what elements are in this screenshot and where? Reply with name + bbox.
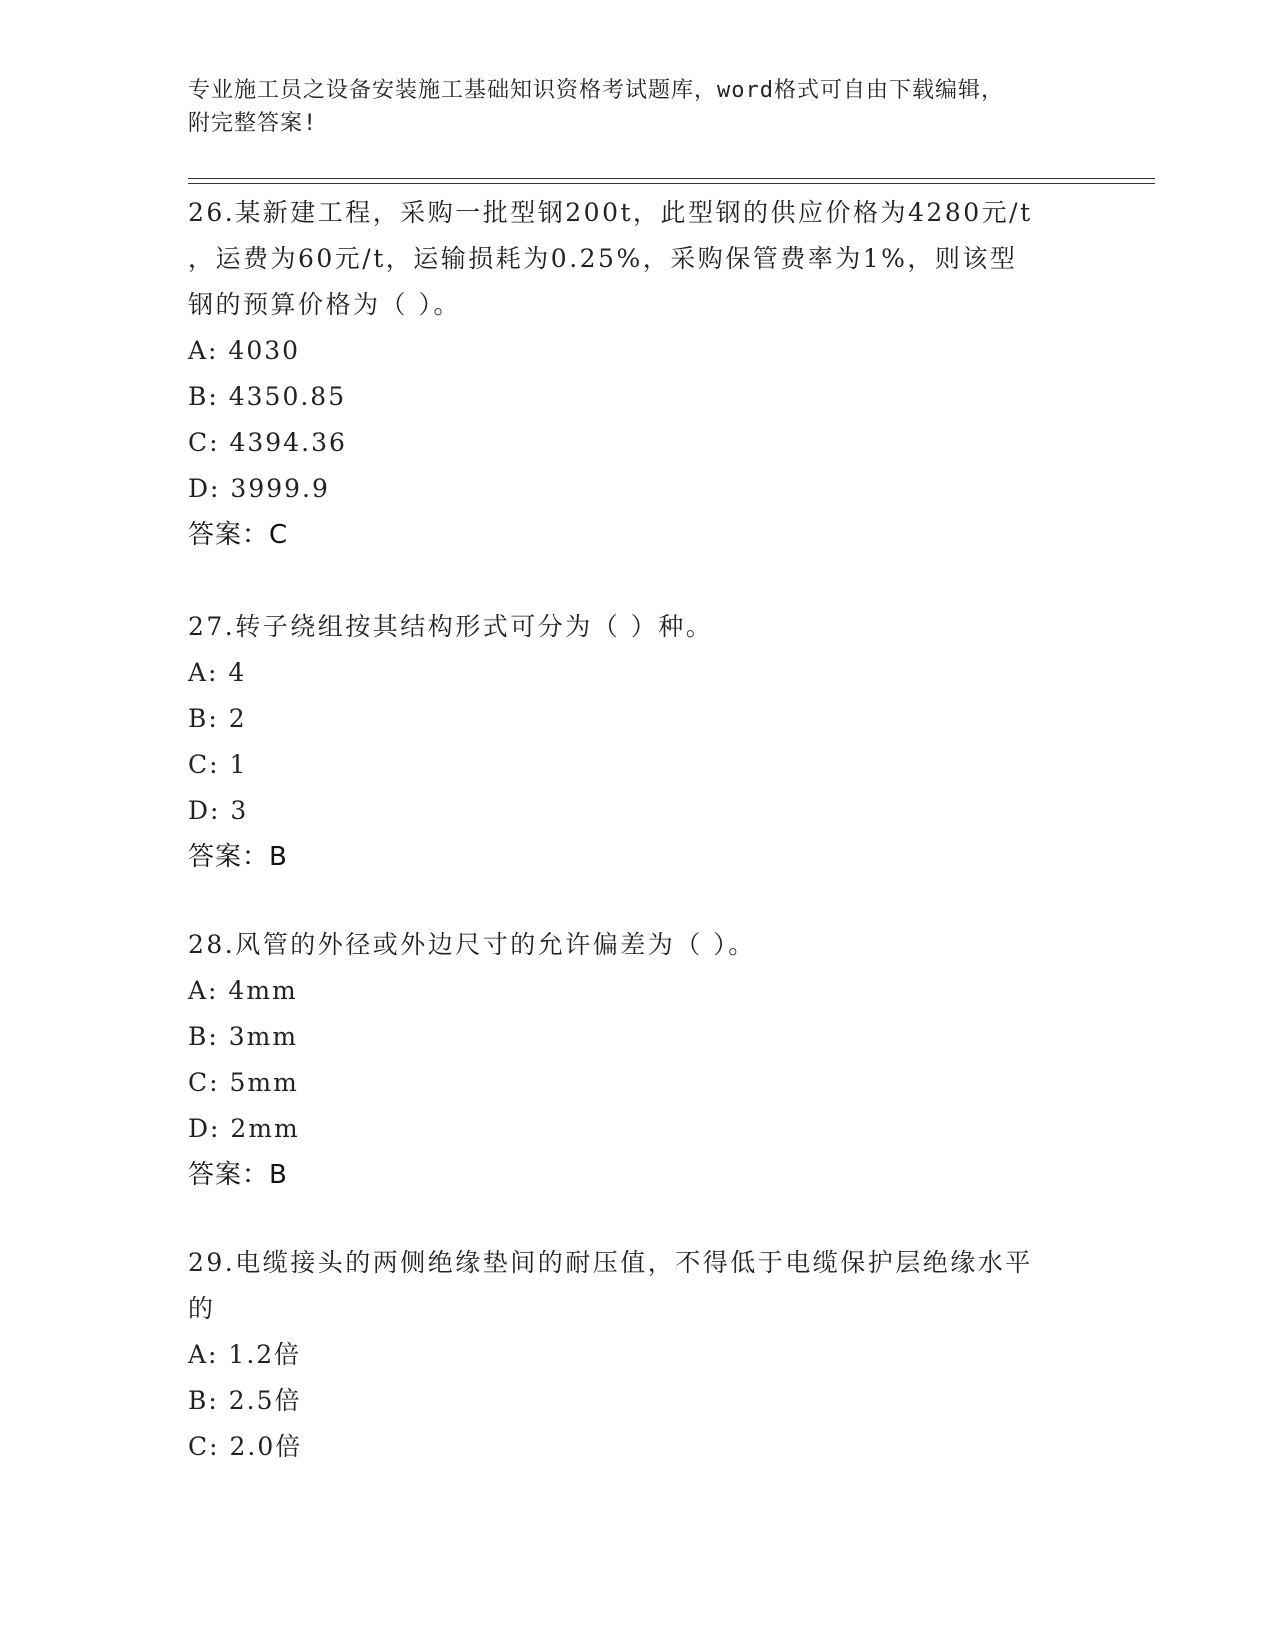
question-28	[188, 922, 1088, 1198]
option-d: D: 3	[188, 796, 249, 825]
question-text-line: 29.电缆接头的两侧绝缘垫间的耐压值，不得低于电缆保护层绝缘水平	[188, 1248, 1033, 1277]
answer-label: 答案：C	[188, 520, 289, 550]
option-d: D: 2mm	[188, 1114, 300, 1143]
document-header	[188, 74, 1068, 140]
answer-label: 答案：B	[188, 1160, 288, 1190]
question-text-line: 钢的预算价格为（ ）。	[188, 290, 461, 319]
question-text-line: ，运费为60元/t，运输损耗为0.25%，采购保管费率为1%，则该型	[188, 244, 1018, 273]
option-c: C: 2.0倍	[188, 1432, 303, 1461]
header-line-1: 专业施工员之设备安装施工基础知识资格考试题库，word格式可自由下载编辑，	[188, 78, 1004, 103]
option-a: A: 4mm	[188, 976, 298, 1005]
option-b: B: 2	[188, 704, 247, 733]
option-a: A: 1.2倍	[188, 1340, 302, 1369]
question-text-line: 26.某新建工程，采购一批型钢200t，此型钢的供应价格为4280元/t	[188, 198, 1033, 227]
header-line-2: 附完整答案!	[188, 111, 318, 136]
option-a: A: 4	[188, 658, 247, 687]
header-divider-top	[188, 178, 1155, 179]
question-29	[188, 1240, 1088, 1470]
question-text-line: 的	[188, 1294, 216, 1323]
option-a: A: 4030	[188, 336, 301, 365]
question-27	[188, 604, 1088, 880]
option-c: C: 5mm	[188, 1068, 299, 1097]
option-c: C: 4394.36	[188, 428, 347, 457]
header-divider-bottom	[188, 183, 1155, 184]
question-text-line: 28.风管的外径或外边尺寸的允许偏差为（ ）。	[188, 930, 756, 959]
option-b: B: 3mm	[188, 1022, 299, 1051]
option-b: B: 2.5倍	[188, 1386, 302, 1415]
option-d: D: 3999.9	[188, 474, 330, 503]
option-c: C: 1	[188, 750, 248, 779]
question-26	[188, 190, 1088, 558]
question-text-line: 27.转子绕组按其结构形式可分为（ ）种。	[188, 612, 714, 641]
option-b: B: 4350.85	[188, 382, 347, 411]
answer-label: 答案：B	[188, 842, 288, 872]
